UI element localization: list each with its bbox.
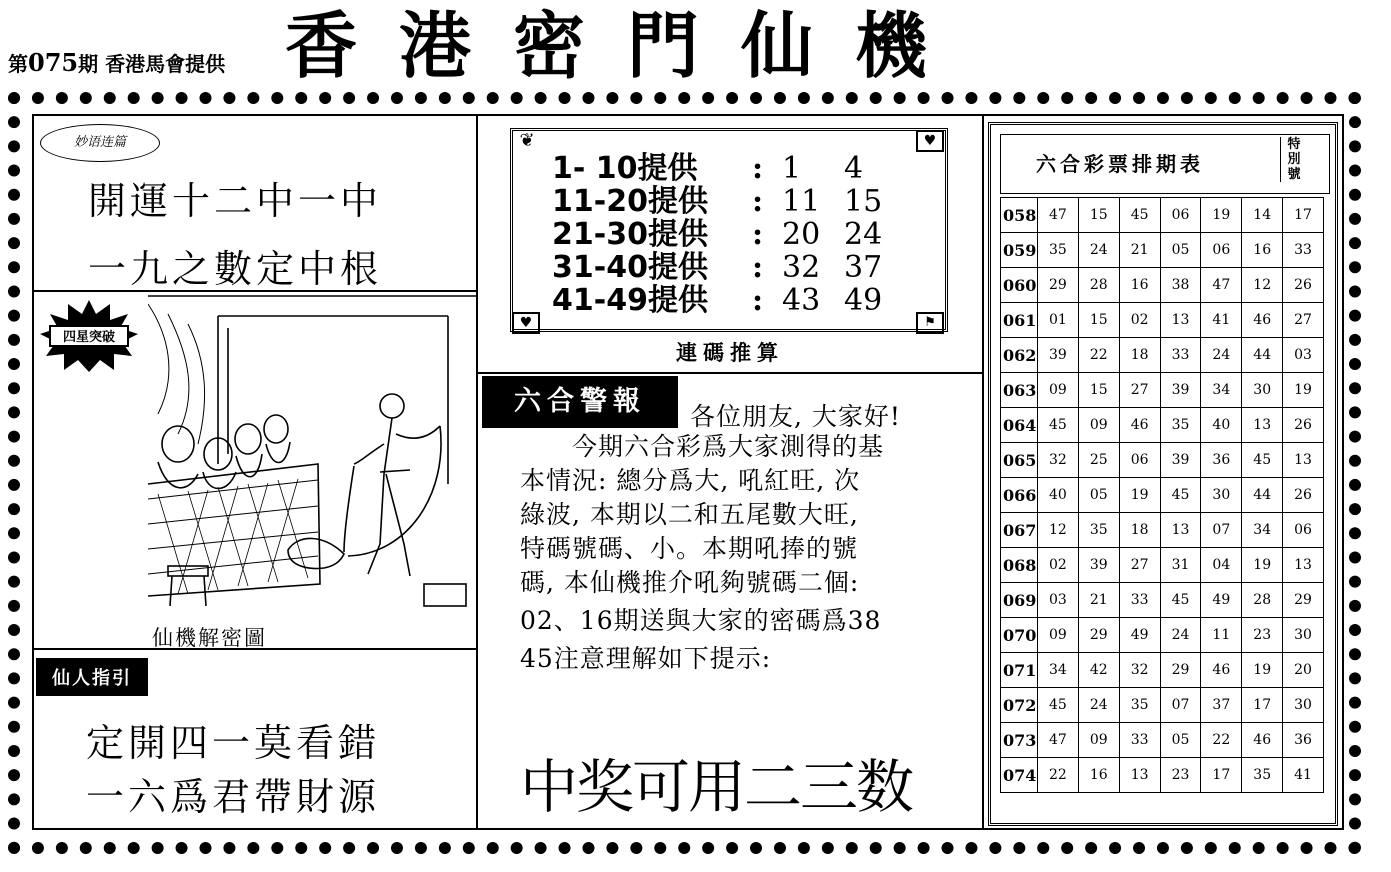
period-cell: 074 xyxy=(1001,758,1038,793)
number-cell: 35 xyxy=(1119,688,1160,723)
oval-label: 妙语连篇 xyxy=(40,124,160,162)
number-cell: 28 xyxy=(1242,583,1283,618)
number-cell: 34 xyxy=(1037,653,1078,688)
number-cell: 44 xyxy=(1242,478,1283,513)
number-cell: 41 xyxy=(1201,303,1242,338)
range-value-b: 49 xyxy=(844,283,883,318)
number-cell: 05 xyxy=(1078,478,1119,513)
number-cell: 27 xyxy=(1119,373,1160,408)
period-cell: 060 xyxy=(1001,268,1038,303)
range-value-a: 20 xyxy=(782,217,821,252)
number-cell: 22 xyxy=(1078,338,1119,373)
number-cell: 12 xyxy=(1242,268,1283,303)
number-cell: 42 xyxy=(1078,653,1119,688)
number-cell: 30 xyxy=(1201,478,1242,513)
range-row xyxy=(552,152,894,185)
number-cell: 49 xyxy=(1201,583,1242,618)
special-number-cell: 33 xyxy=(1283,233,1324,268)
number-cell: 24 xyxy=(1078,688,1119,723)
number-cell: 05 xyxy=(1160,723,1201,758)
number-cell: 07 xyxy=(1160,688,1201,723)
special-number-cell: 20 xyxy=(1283,653,1324,688)
image-caption: 仙機解密圖 xyxy=(152,626,267,650)
alert-greeting: 各位朋友, 大家好! xyxy=(690,402,901,431)
number-cell: 46 xyxy=(1242,723,1283,758)
special-number-cell: 26 xyxy=(1283,408,1324,443)
range-value-a: 32 xyxy=(782,250,821,285)
alert-line: 本情況: 總分爲大, 吼紅旺, 次 xyxy=(520,466,861,495)
period-cell: 066 xyxy=(1001,478,1038,513)
divider-middle xyxy=(478,372,984,374)
special-number-label: 特 別 號 xyxy=(1280,137,1307,182)
number-cell: 15 xyxy=(1078,373,1119,408)
heart-icon: ♥ xyxy=(512,312,540,334)
range-row xyxy=(552,185,894,218)
range-label: 1- 10提供 xyxy=(552,151,698,186)
table-row xyxy=(1001,408,1324,443)
number-cell: 46 xyxy=(1119,408,1160,443)
number-cell: 47 xyxy=(1037,198,1078,233)
special-number-cell: 29 xyxy=(1283,583,1324,618)
number-cell: 09 xyxy=(1078,408,1119,443)
number-cell: 21 xyxy=(1078,583,1119,618)
table-row xyxy=(1001,583,1324,618)
number-cell: 45 xyxy=(1037,688,1078,723)
number-cell: 19 xyxy=(1242,548,1283,583)
number-cell: 34 xyxy=(1242,513,1283,548)
number-cell: 09 xyxy=(1078,723,1119,758)
number-cell: 49 xyxy=(1119,618,1160,653)
special-number-cell: 27 xyxy=(1283,303,1324,338)
period-cell: 065 xyxy=(1001,443,1038,478)
number-cell: 44 xyxy=(1242,338,1283,373)
special-number-cell: 17 xyxy=(1283,198,1324,233)
number-cell: 16 xyxy=(1119,268,1160,303)
number-cell: 35 xyxy=(1078,513,1119,548)
number-cell: 24 xyxy=(1078,233,1119,268)
alert-line: 45注意理解如下提示: xyxy=(520,644,772,673)
period-cell: 067 xyxy=(1001,513,1038,548)
table-row xyxy=(1001,268,1324,303)
alert-line: 綠波, 本期以二和五尾數大旺, xyxy=(520,500,859,529)
divider-left xyxy=(476,114,478,830)
number-cell: 30 xyxy=(1242,373,1283,408)
number-cell: 02 xyxy=(1119,303,1160,338)
divider-right xyxy=(982,114,984,830)
poem-bottom-line-2: 一六爲君帶財源 xyxy=(86,775,381,819)
special-number-cell: 30 xyxy=(1283,688,1324,723)
number-cell: 45 xyxy=(1119,198,1160,233)
number-cell: 05 xyxy=(1160,233,1201,268)
number-cell: 13 xyxy=(1160,513,1201,548)
range-value-b: 4 xyxy=(844,151,864,186)
number-cell: 03 xyxy=(1037,583,1078,618)
special-number-cell: 03 xyxy=(1283,338,1324,373)
range-colon: : xyxy=(752,151,764,186)
number-cell: 01 xyxy=(1037,303,1078,338)
range-value-b: 24 xyxy=(844,217,883,252)
number-cell: 18 xyxy=(1119,338,1160,373)
number-cell: 06 xyxy=(1160,198,1201,233)
number-cell: 34 xyxy=(1201,373,1242,408)
illustration-man-with-dog xyxy=(148,294,476,608)
range-value-b: 37 xyxy=(844,250,883,285)
range-colon: : xyxy=(752,217,764,252)
number-cell: 19 xyxy=(1242,653,1283,688)
range-label: 11-20提供 xyxy=(552,184,708,219)
period-cell: 070 xyxy=(1001,618,1038,653)
number-cell: 23 xyxy=(1160,758,1201,793)
table-row xyxy=(1001,303,1324,338)
number-cell: 46 xyxy=(1242,303,1283,338)
number-cell: 09 xyxy=(1037,618,1078,653)
number-cell: 45 xyxy=(1037,408,1078,443)
range-row xyxy=(552,251,894,284)
number-cell: 39 xyxy=(1078,548,1119,583)
number-cell: 22 xyxy=(1037,758,1078,793)
table-row xyxy=(1001,443,1324,478)
badge-text: 四星突破 xyxy=(62,330,116,345)
range-row xyxy=(552,284,894,317)
range-colon: : xyxy=(752,283,764,318)
number-cell: 23 xyxy=(1242,618,1283,653)
table-row xyxy=(1001,513,1324,548)
number-cell: 15 xyxy=(1078,198,1119,233)
number-cell: 33 xyxy=(1119,723,1160,758)
table-row xyxy=(1001,233,1324,268)
ornament-icon: ❦ xyxy=(519,130,535,151)
number-cell: 06 xyxy=(1119,443,1160,478)
heart-icon: ♥ xyxy=(916,130,944,152)
number-cell: 37 xyxy=(1201,688,1242,723)
starburst-badge xyxy=(40,300,138,372)
period-cell: 069 xyxy=(1001,583,1038,618)
number-cell: 15 xyxy=(1078,303,1119,338)
number-cell: 40 xyxy=(1201,408,1242,443)
number-cell: 14 xyxy=(1242,198,1283,233)
alert-line: 02、16期送與大家的密碼爲38 xyxy=(520,606,882,635)
special-number-cell: 30 xyxy=(1283,618,1324,653)
special-number-cell: 06 xyxy=(1283,513,1324,548)
number-cell: 39 xyxy=(1160,443,1201,478)
period-cell: 059 xyxy=(1001,233,1038,268)
period-cell: 058 xyxy=(1001,198,1038,233)
number-cell: 21 xyxy=(1119,233,1160,268)
guide-label: 仙人指引 xyxy=(36,658,148,696)
number-cell: 46 xyxy=(1201,653,1242,688)
number-cell: 12 xyxy=(1037,513,1078,548)
schedule-table-body xyxy=(1001,198,1324,793)
table-row xyxy=(1001,338,1324,373)
poem-bottom-line-1: 定開四一莫看錯 xyxy=(86,721,381,765)
number-cell: 17 xyxy=(1242,688,1283,723)
number-cell: 11 xyxy=(1201,618,1242,653)
period-cell: 064 xyxy=(1001,408,1038,443)
period-cell: 072 xyxy=(1001,688,1038,723)
number-cell: 22 xyxy=(1201,723,1242,758)
table-row xyxy=(1001,478,1324,513)
page-title: 香港密門仙機 xyxy=(285,4,970,88)
provider-text: 香港馬會提供 xyxy=(105,52,226,76)
number-cell: 04 xyxy=(1201,548,1242,583)
table-row xyxy=(1001,653,1324,688)
number-cell: 06 xyxy=(1201,233,1242,268)
number-cell: 35 xyxy=(1037,233,1078,268)
number-cell: 29 xyxy=(1078,618,1119,653)
table-row xyxy=(1001,758,1324,793)
poem-top-line-2: 一九之數定中根 xyxy=(88,247,383,291)
special-number-cell: 41 xyxy=(1283,758,1324,793)
issue-prefix: 第 xyxy=(8,52,28,76)
table-row xyxy=(1001,723,1324,758)
number-cell: 45 xyxy=(1160,583,1201,618)
issue-label xyxy=(8,48,225,77)
flag-icon: ⚑ xyxy=(916,312,944,334)
period-cell: 068 xyxy=(1001,548,1038,583)
number-cell: 45 xyxy=(1160,478,1201,513)
number-cell: 07 xyxy=(1201,513,1242,548)
number-cell: 33 xyxy=(1160,338,1201,373)
number-cell: 18 xyxy=(1119,513,1160,548)
period-cell: 062 xyxy=(1001,338,1038,373)
range-label: 31-40提供 xyxy=(552,250,708,285)
alert-line: 今期六合彩爲大家測得的基 xyxy=(572,432,885,461)
number-cell: 16 xyxy=(1242,233,1283,268)
number-cell: 13 xyxy=(1160,303,1201,338)
number-cell: 09 xyxy=(1037,373,1078,408)
number-cell: 27 xyxy=(1119,548,1160,583)
alert-line: 特碼號碼、小。本期吼捧的號 xyxy=(520,534,859,563)
number-cell: 36 xyxy=(1201,443,1242,478)
number-cell: 16 xyxy=(1078,758,1119,793)
period-cell: 061 xyxy=(1001,303,1038,338)
number-cell: 17 xyxy=(1201,758,1242,793)
number-cell: 45 xyxy=(1242,443,1283,478)
special-number-cell: 13 xyxy=(1283,443,1324,478)
special-number-cell: 13 xyxy=(1283,548,1324,583)
schedule-title: 六合彩票排期表 xyxy=(1036,152,1204,176)
range-colon: : xyxy=(752,250,764,285)
period-cell: 073 xyxy=(1001,723,1038,758)
number-cell: 19 xyxy=(1119,478,1160,513)
poem-top-line-1: 開運十二中一中 xyxy=(88,179,383,223)
number-cell: 35 xyxy=(1242,758,1283,793)
table-row xyxy=(1001,618,1324,653)
period-cell: 071 xyxy=(1001,653,1038,688)
table-row xyxy=(1001,548,1324,583)
number-cell: 32 xyxy=(1119,653,1160,688)
issue-number: 075 xyxy=(28,48,79,77)
number-cell: 35 xyxy=(1160,408,1201,443)
number-cell: 13 xyxy=(1119,758,1160,793)
number-cell: 25 xyxy=(1078,443,1119,478)
range-value-b: 15 xyxy=(844,184,883,219)
issue-suffix: 期 xyxy=(78,52,99,76)
number-cell: 31 xyxy=(1160,548,1201,583)
table-row xyxy=(1001,373,1324,408)
number-cell: 24 xyxy=(1160,618,1201,653)
schedule-table xyxy=(1000,197,1324,793)
table-row xyxy=(1001,688,1324,723)
number-cell: 29 xyxy=(1160,653,1201,688)
range-value-a: 11 xyxy=(782,184,821,219)
number-cell: 19 xyxy=(1201,198,1242,233)
range-value-a: 43 xyxy=(782,283,821,318)
table-row xyxy=(1001,198,1324,233)
number-cell: 13 xyxy=(1242,408,1283,443)
number-cell: 28 xyxy=(1078,268,1119,303)
number-cell: 24 xyxy=(1201,338,1242,373)
number-cell: 39 xyxy=(1037,338,1078,373)
number-cell: 02 xyxy=(1037,548,1078,583)
special-number-cell: 26 xyxy=(1283,478,1324,513)
number-cell: 32 xyxy=(1037,443,1078,478)
number-cell: 47 xyxy=(1201,268,1242,303)
special-number-cell: 36 xyxy=(1283,723,1324,758)
number-cell: 40 xyxy=(1037,478,1078,513)
alert-line: 碼, 本仙機推介吼夠號碼二個: xyxy=(520,568,860,597)
special-number-cell: 19 xyxy=(1283,373,1324,408)
number-cell: 29 xyxy=(1037,268,1078,303)
range-label: 21-30提供 xyxy=(552,217,708,252)
range-value-a: 1 xyxy=(782,151,802,186)
period-cell: 063 xyxy=(1001,373,1038,408)
number-cell: 38 xyxy=(1160,268,1201,303)
number-cell: 33 xyxy=(1119,583,1160,618)
alert-label: 六合警報 xyxy=(482,376,678,428)
range-colon: : xyxy=(752,184,764,219)
special-number-cell: 26 xyxy=(1283,268,1324,303)
range-row xyxy=(552,218,894,251)
number-cell: 47 xyxy=(1037,723,1078,758)
range-caption: 連碼推算 xyxy=(676,341,784,365)
range-label: 41-49提供 xyxy=(552,283,708,318)
slogan: 中奖可用二三数 xyxy=(520,753,913,821)
number-cell: 39 xyxy=(1160,373,1201,408)
